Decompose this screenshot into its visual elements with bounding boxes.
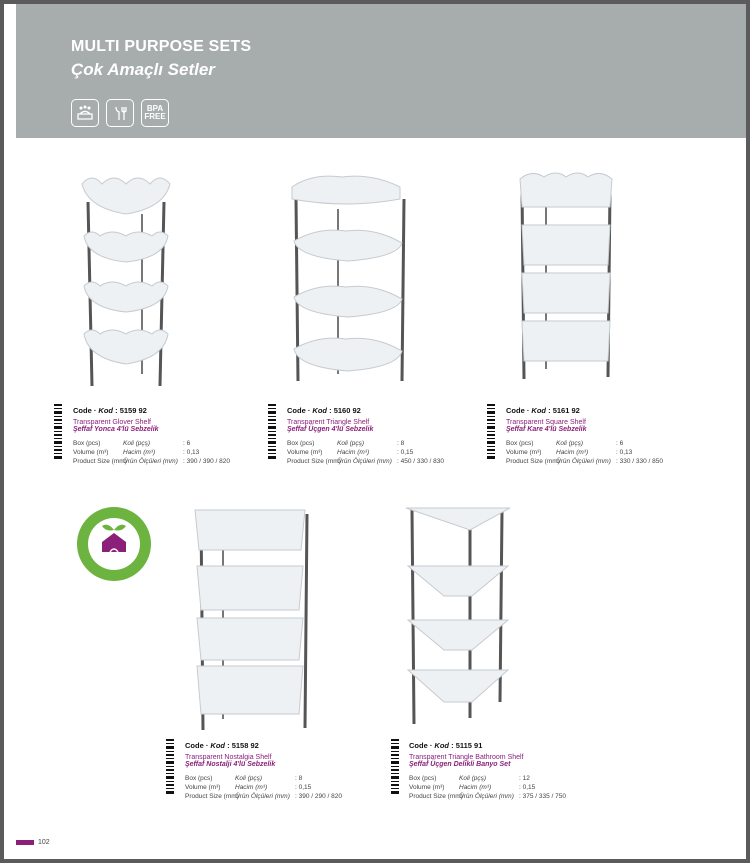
triangle-bathroom-shelf-image bbox=[402, 502, 512, 727]
spec-volume: Volume (m³) Hacim (m³) : 0,15 bbox=[287, 449, 414, 456]
nostalgia-shelf-image bbox=[189, 504, 309, 734]
spec-volume: Volume (m³) Hacim (m³) : 0,15 bbox=[409, 784, 536, 791]
spec-volume: Volume (m³) Hacim (m³) : 0,15 bbox=[185, 784, 312, 791]
spec-size: Product Size (mm) Ürün Ölçüleri (mm) : 330 / 330 / 850 bbox=[506, 458, 663, 465]
product-info-5160 bbox=[287, 406, 507, 466]
product-code: Code · Kod : 5115 91 bbox=[409, 741, 483, 750]
square-shelf-image bbox=[516, 169, 616, 384]
product-name-en: Transparent Glover Shelf bbox=[73, 419, 151, 426]
bpa-label: BPA bbox=[146, 104, 164, 113]
spec-box: Box (pcs) Koli (pçş) : 6 bbox=[506, 440, 624, 447]
food-safe-icon bbox=[106, 99, 134, 127]
product-name-tr: Şeffaf Kare 4'lü Sebzelik bbox=[506, 426, 587, 433]
spec-box: Box (pcs) Koli (pçş) : 8 bbox=[287, 440, 405, 447]
product-name-tr: Şeffaf Üçgen Delikli Banyo Set bbox=[409, 761, 511, 768]
spec-box: Box (pcs) Koli (pçş) : 8 bbox=[185, 775, 303, 782]
product-code: Code · Kod : 5161 92 bbox=[506, 406, 580, 415]
barcode-icon bbox=[162, 739, 174, 794]
catalog-page bbox=[4, 4, 746, 859]
barcode-icon bbox=[483, 404, 495, 459]
barcode-icon bbox=[50, 404, 62, 459]
page-number: 102 bbox=[38, 839, 50, 846]
barcode-icon bbox=[264, 404, 276, 459]
spec-volume: Volume (m³) Hacim (m³) : 0,13 bbox=[73, 449, 200, 456]
product-name-tr: Şeffaf Yonca 4'lü Sebzelik bbox=[73, 426, 159, 433]
page-subtitle: Çok Amaçlı Setler bbox=[71, 60, 215, 79]
product-code: Code · Kod : 5160 92 bbox=[287, 406, 361, 415]
recyclable-material-badge bbox=[76, 506, 152, 582]
product-info-5161 bbox=[506, 406, 726, 466]
barcode-icon bbox=[387, 739, 399, 794]
page-title: MULTI PURPOSE SETS bbox=[71, 38, 252, 55]
header-banner bbox=[16, 4, 746, 138]
product-code: Code · Kod : 5159 92 bbox=[73, 406, 147, 415]
spec-size: Product Size (mm) Ürün Ölçüleri (mm) : 375 / 335 / 750 bbox=[409, 793, 566, 800]
product-name-en: Transparent Triangle Shelf bbox=[287, 419, 370, 426]
triangle-shelf-image bbox=[286, 169, 406, 389]
spec-box: Box (pcs) Koli (pçş) : 6 bbox=[73, 440, 191, 447]
bpa-free-icon bbox=[141, 99, 169, 127]
product-name-en: Transparent Triangle Bathroom Shelf bbox=[409, 754, 524, 761]
spec-size: Product Size (mm) Ürün Ölçüleri (mm) : 390 / 390 / 820 bbox=[73, 458, 230, 465]
spec-size: Product Size (mm) Ürün Ölçüleri (mm) : 450 / 330 / 830 bbox=[287, 458, 444, 465]
page-number-bar bbox=[16, 840, 34, 845]
spec-box: Box (pcs) Koli (pçş) : 12 bbox=[409, 775, 530, 782]
product-code: Code · Kod : 5158 92 bbox=[185, 741, 259, 750]
free-label: FREE bbox=[144, 112, 166, 121]
product-info-5115 bbox=[409, 741, 629, 801]
product-name-tr: Şeffaf Nostalji 4'lü Sebzelik bbox=[185, 761, 276, 768]
spec-size: Product Size (mm) Ürün Ölçüleri (mm) : 390 / 290 / 820 bbox=[185, 793, 342, 800]
dishwasher-icon bbox=[71, 99, 99, 127]
product-info-5158 bbox=[185, 741, 405, 801]
product-name-en: Transparent Nostalgia Shelf bbox=[185, 754, 272, 761]
product-info-5159 bbox=[73, 406, 293, 466]
spec-volume: Volume (m³) Hacim (m³) : 0,13 bbox=[506, 449, 633, 456]
product-name-tr: Şeffaf Üçgen 4'lü Sebzelik bbox=[287, 426, 374, 433]
glover-shelf-image bbox=[76, 174, 176, 392]
product-name-en: Transparent Square Shelf bbox=[506, 419, 586, 426]
